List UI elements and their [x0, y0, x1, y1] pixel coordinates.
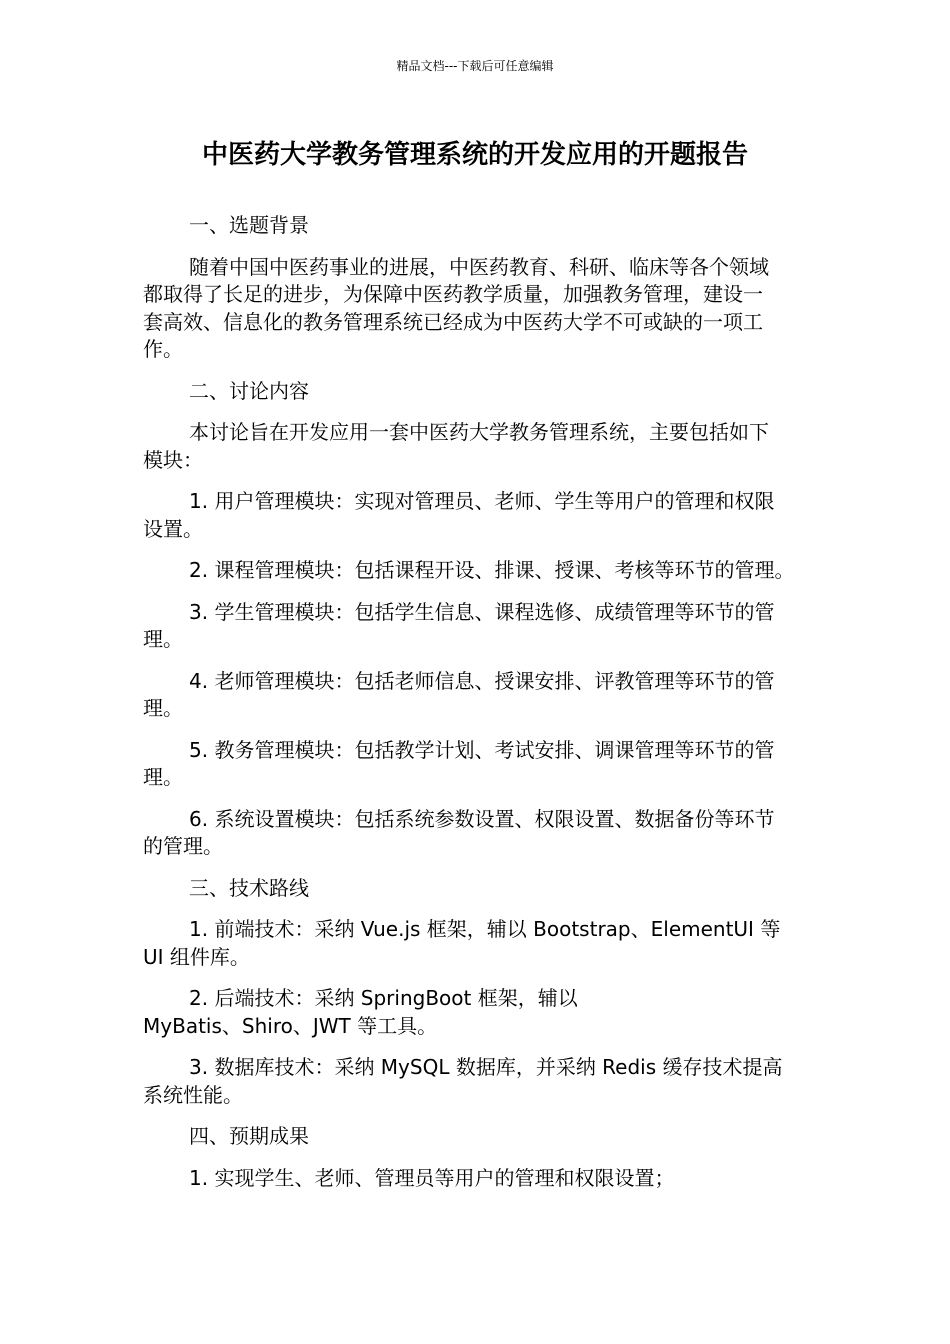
paragraph-line: 理。	[143, 765, 183, 789]
paragraph-line: 6. 系统设置模块：包括系统参数设置、权限设置、数据备份等环节	[189, 806, 775, 831]
paragraph-line: UI 组件库。	[143, 944, 250, 969]
paragraph	[143, 254, 815, 364]
paragraph-line: 理。	[143, 696, 183, 720]
paragraph	[143, 419, 815, 474]
paragraph-line: 5. 教务管理模块：包括教学计划、考试安排、调课管理等环节的管	[189, 737, 775, 762]
paragraph	[143, 737, 815, 792]
paragraph-line: 2. 后端技术：采纳 SpringBoot 框架，辅以	[189, 986, 578, 1010]
paragraph-line: 二、讨论内容	[189, 378, 309, 403]
paragraph-line: 1. 实现学生、老师、管理员等用户的管理和权限设置；	[189, 1165, 675, 1190]
header-note: 精品文档---下载后可任意编辑	[396, 59, 554, 73]
paragraph	[143, 806, 815, 861]
document-body	[143, 212, 815, 1206]
paragraph-line: 4. 老师管理模块：包括老师信息、授课安排、评教管理等环节的管	[189, 668, 775, 693]
paragraph-line: 3. 学生管理模块：包括学生信息、课程选修、成绩管理等环节的管	[189, 599, 775, 624]
paragraph	[143, 985, 815, 1040]
paragraph-line: 三、技术路线	[189, 875, 309, 900]
paragraph-line: 的管理。	[143, 834, 223, 858]
paragraph-line: 理。	[143, 627, 183, 651]
paragraph-line: 随着中国中医药事业的进展，中医药教育、科研、临床等各个领域	[189, 254, 769, 279]
paragraph	[143, 1123, 815, 1151]
paragraph	[143, 599, 815, 654]
paragraph	[143, 557, 815, 585]
paragraph-line: MyBatis、Shiro、JWT 等工具。	[143, 1013, 438, 1038]
paragraph	[143, 668, 815, 723]
paragraph-line: 1. 前端技术：采纳 Vue.js 框架，辅以 Bootstrap、ElementUI 等	[189, 917, 781, 941]
paragraph	[143, 875, 815, 903]
paragraph	[143, 916, 815, 971]
paragraph	[143, 488, 815, 543]
paragraph	[143, 212, 815, 240]
paragraph	[143, 378, 815, 406]
paragraph-line: 1. 用户管理模块：实现对管理员、老师、学生等用户的管理和权限	[189, 489, 775, 513]
paragraph	[143, 1054, 815, 1109]
paragraph-line: 设置。	[143, 516, 203, 541]
paragraph-line: 一、选题背景	[189, 213, 309, 237]
paragraph-line: 2. 课程管理模块：包括课程开设、排课、授课、考核等环节的管理。	[189, 558, 795, 582]
paragraph-line: 本讨论旨在开发应用一套中医药大学教务管理系统，主要包括如下	[189, 420, 769, 444]
paragraph-line: 系统性能。	[143, 1082, 243, 1107]
paragraph-line: 都取得了长足的进步，为保障中医药教学质量，加强教务管理，建设一	[143, 282, 763, 306]
paragraph	[143, 1165, 815, 1193]
paragraph-line: 3. 数据库技术：采纳 MySQL 数据库，并采纳 Redis 缓存技术提高	[189, 1055, 783, 1079]
paragraph-line: 模块：	[143, 447, 203, 472]
document-title: 中医药大学教务管理系统的开发应用的开题报告	[201, 140, 748, 170]
paragraph-line: 四、预期成果	[189, 1124, 309, 1148]
paragraph-line: 套高效、信息化的教务管理系统已经成为中医药大学不可或缺的一项工	[143, 309, 763, 334]
paragraph-line: 作。	[143, 337, 183, 361]
